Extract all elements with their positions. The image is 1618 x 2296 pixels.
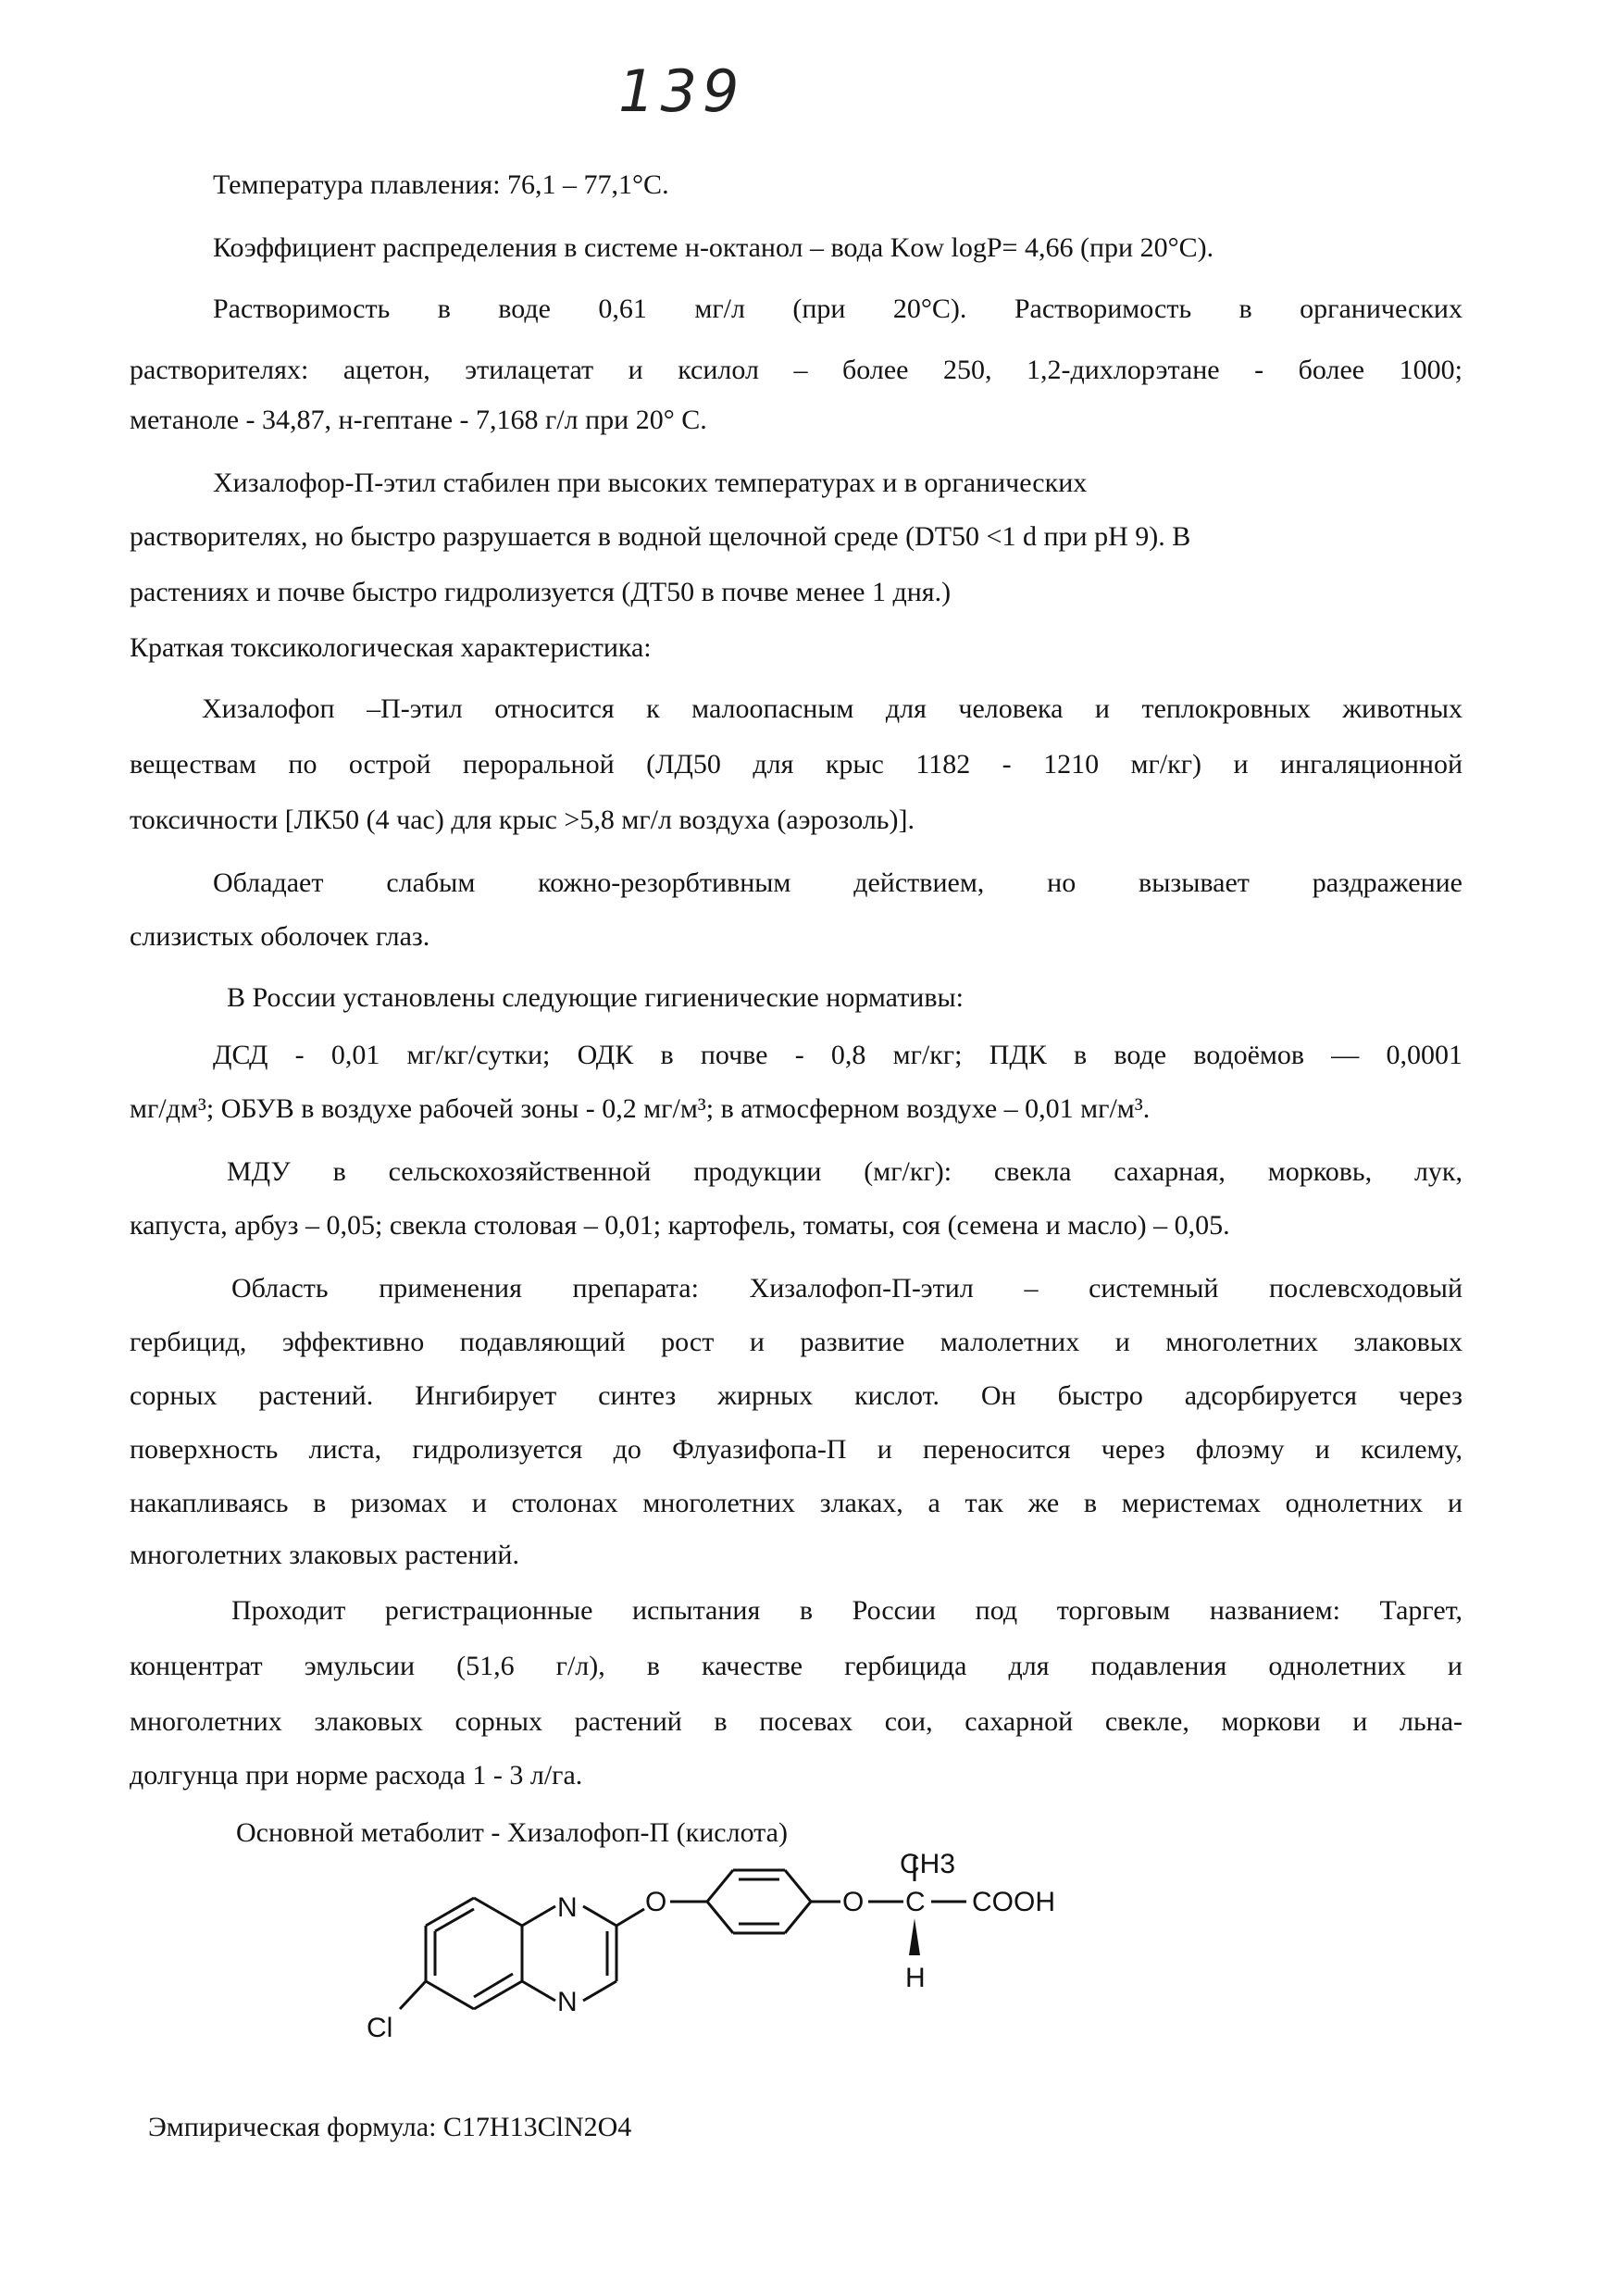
text-line: растворителях, но быстро разрушается в водной щелочной среде (DT50 <1 d при pH 9). В xyxy=(130,521,1191,552)
text-line: Проходит регистрационные испытания в России под торговым названием: Таргет, xyxy=(231,1595,1462,1626)
text-line: долгунца при норме расхода 1 - 3 л/га. xyxy=(130,1760,583,1791)
text-line: В России установлены следующие гигиенические нормативы: xyxy=(227,982,965,1013)
text-line: МДУ в сельскохозяйственной продукции (мг/кг): свекла сахарная, морковь, лук, xyxy=(227,1156,1462,1187)
methyl-label: CH3 xyxy=(900,1852,956,1879)
chiral-carbon-label: C xyxy=(905,1887,926,1917)
nitrogen-label-top: N xyxy=(557,1892,578,1923)
text-line: токсичности [ЛК50 (4 час) для крыс >5,8 мг/л воздуха (аэрозоль)]. xyxy=(130,805,915,835)
cl-bond xyxy=(400,1981,426,2009)
text-line: Коэффициент распределения в системе н-октанол – вода Kow logP= 4,66 (при 20°С). xyxy=(213,232,1214,263)
text-line: концентрат эмульсии (51,6 г/л), в качестве гербицида для подавления однолетних и xyxy=(130,1651,1462,1681)
text-line: мг/дм³; ОБУВ в воздухе рабочей зоны - 0,2 мг/м³; в атмосферном воздухе – 0,01 мг/м³. xyxy=(130,1093,1151,1124)
text-line: Обладает слабым кожно-резорбтивным действием, но вызывает раздражение xyxy=(213,867,1462,898)
wedge-bond xyxy=(909,1918,920,1955)
nitrogen-label-bottom: N xyxy=(557,1987,578,2017)
text-line: метаноле - 34,87, н-гептане - 7,168 г/л при 20° С. xyxy=(130,405,707,435)
section-heading: Краткая токсикологическая характеристика: xyxy=(130,632,652,663)
empirical-formula: Эмпирическая формула: C17H13ClN2O4 xyxy=(148,2112,632,2142)
text-line: многолетних злаковых растений. xyxy=(130,1540,519,1570)
text-line: ДСД - 0,01 мг/кг/сутки; ОДК в почве - 0,8 мг/кг; ПДК в воде водоёмов — 0,0001 xyxy=(213,1040,1462,1070)
metabolite-caption: Основной метаболит - Хизалофоп-П (кислота) xyxy=(236,1817,788,1848)
text-line: многолетних злаковых сорных растений в посевах сои, сахарной свекле, моркови и льна- xyxy=(130,1706,1462,1737)
text-line: Температура плавления: 76,1 – 77,1°С. xyxy=(213,169,669,200)
text-line: сорных растений. Ингибирует синтез жирных кислот. Он быстро адсорбируется через xyxy=(130,1380,1462,1411)
text-line: Растворимость в воде 0,61 мг/л (при 20°С). Растворимость в органических xyxy=(213,293,1462,324)
text-line: слизистых оболочек глаз. xyxy=(130,921,430,952)
handwritten-page-number: 139 xyxy=(618,57,745,125)
text-line: растениях и почве быстро гидролизуется (ДТ50 в почве менее 1 дня.) xyxy=(130,577,952,607)
text-line: Хизалофоп –П-этил относится к малоопасным для человека и теплокровных животных xyxy=(202,693,1462,724)
text-line: Хизалофор-П-этил стабилен при высоких температурах и в органических xyxy=(213,468,1088,498)
text-line: капуста, арбуз – 0,05; свекла столовая – 0,01; картофель, томаты, соя (семена и масло) – 0,05. xyxy=(130,1210,1230,1241)
chemical-structure-diagram xyxy=(333,1852,1092,2074)
chlorine-label: Cl xyxy=(367,2013,393,2043)
benzene-ring xyxy=(426,1898,522,2009)
text-line: Область применения препарата: Хизалофоп-П-этил – системный послевсходовый xyxy=(231,1273,1462,1304)
structure-svg xyxy=(333,1852,1092,2074)
text-line: веществам по острой пероральной (ЛД50 для крыс 1182 - 1210 мг/кг) и ингаляционной xyxy=(130,749,1462,780)
text-line: поверхность листа, гидролизуется до Флуазифопа-П и переносится через флоэму и ксилему, xyxy=(130,1434,1462,1465)
hydrogen-label: H xyxy=(905,1963,926,1993)
text-line: накапливаясь в ризомах и столонах многолетних злаках, а так же в меристемах однолетних и xyxy=(130,1488,1462,1518)
oxygen-label-1: O xyxy=(645,1887,667,1917)
oxygen-label-2: O xyxy=(842,1887,865,1917)
carboxyl-label: COOH xyxy=(972,1887,1055,1917)
text-line: растворителях: ацетон, этилацетат и ксилол – более 250, 1,2-дихлорэтане - более 1000; xyxy=(130,355,1462,385)
text-line: гербицид, эффективно подавляющий рост и развитие малолетних и многолетних злаковых xyxy=(130,1327,1462,1357)
ether-bond-1 xyxy=(616,1909,644,1926)
phenylene-ring xyxy=(707,1870,811,1933)
